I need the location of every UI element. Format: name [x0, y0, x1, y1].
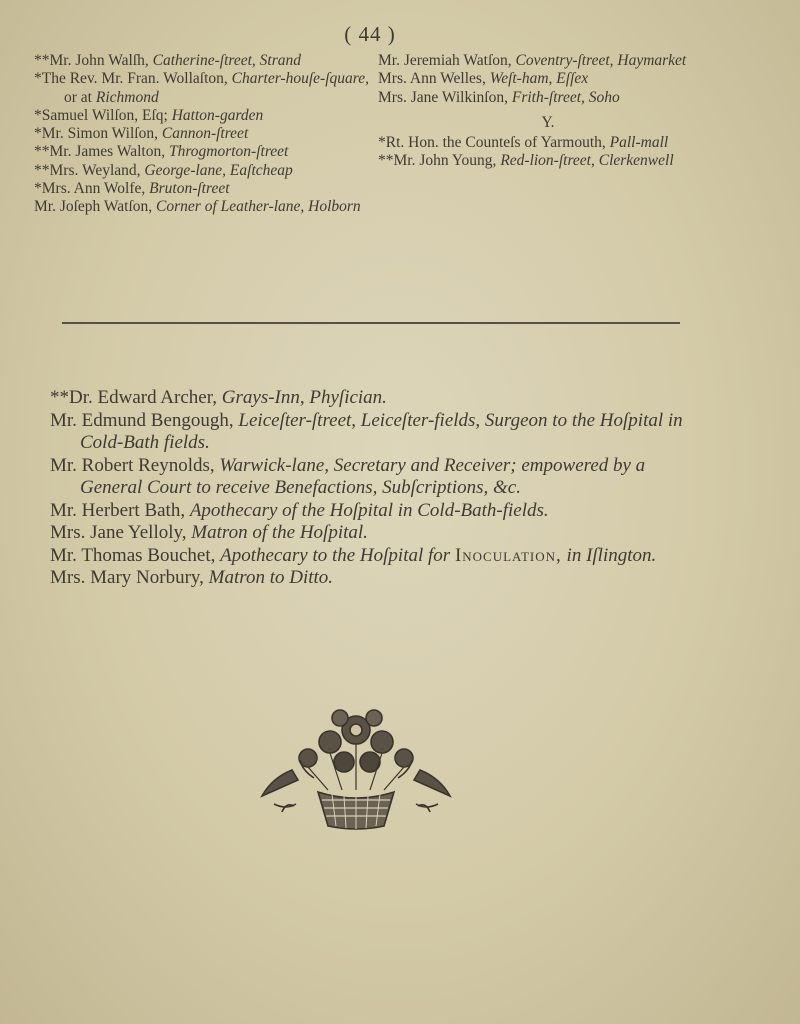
- subscriber-list-left-column: [34, 52, 372, 217]
- subscriber-entry: **Mrs. Weyland, George-lane, Eaſtcheap: [34, 161, 293, 179]
- officer-entry: Mr. Thomas Bouchet, Apothecary to the Hoſpital for Inoculation, in Iſlington.: [50, 544, 657, 566]
- subscriber-entry: *Mr. Simon Wilſon, Cannon-ſtreet: [34, 125, 249, 143]
- officer-entry: Mr. Herbert Bath, Apothecary of the Hoſpital in Cold-Bath-fields.: [50, 499, 549, 521]
- subscriber-list-right-column: [378, 52, 718, 171]
- flower-basket-ornament-icon: [252, 700, 460, 835]
- officer-entry: Mr. Edmund Bengough, Leiceſter-ſtreet, Leiceſter-fields, Surgeon to the Hoſpital in Cold-Bath fields.: [50, 409, 683, 453]
- officer-entry: Mrs. Jane Yelloly, Matron of the Hoſpital.: [50, 522, 368, 543]
- subscriber-entry: *Mrs. Ann Wolfe, Bruton-ſtreet: [34, 180, 230, 198]
- subscriber-entry: Mrs. Jane Wilkinſon, Frith-ſtreet, Soho: [378, 88, 620, 106]
- subscriber-entry: *Samuel Wilſon, Eſq; Hatton-garden: [34, 106, 264, 124]
- subscriber-entry: *Rt. Hon. the Counteſs of Yarmouth, Pall-mall: [378, 134, 669, 152]
- officer-entry: **Dr. Edward Archer, Grays-Inn, Phyſician.: [50, 387, 387, 408]
- subscriber-entry: **Mr. John Young, Red-lion-ſtreet, Clerkenwell: [378, 152, 674, 170]
- horizontal-rule: [62, 322, 680, 324]
- page-number: ( 44 ): [344, 22, 396, 46]
- subscriber-entry: **Mr. James Walton, Throgmorton-ſtreet: [34, 143, 289, 161]
- subscriber-entry: *The Rev. Mr. Fran. Wollaſton, Charter-houſe-ſquare, or at Richmond: [34, 70, 369, 106]
- hospital-officers-list: [50, 387, 690, 590]
- section-letter: Y.: [541, 113, 555, 131]
- subscriber-entry: **Mr. John Walſh, Catherine-ſtreet, Strand: [34, 52, 301, 69]
- officer-entry: Mr. Robert Reynolds, Warwick-lane, Secretary and Receiver; empowered by a General Court to receive Benefactions, Subſcriptions, &c.: [50, 454, 646, 498]
- subscriber-entry: Mr. Joſeph Watſon, Corner of Leather-lane, Holborn: [34, 198, 361, 216]
- subscriber-entry: Mrs. Ann Welles, Weſt-ham, Eſſex: [378, 70, 589, 88]
- officer-entry: Mrs. Mary Norbury, Matron to Ditto.: [50, 567, 334, 588]
- subscriber-entry: Mr. Jeremiah Watſon, Coventry-ſtreet, Haymarket: [378, 52, 687, 69]
